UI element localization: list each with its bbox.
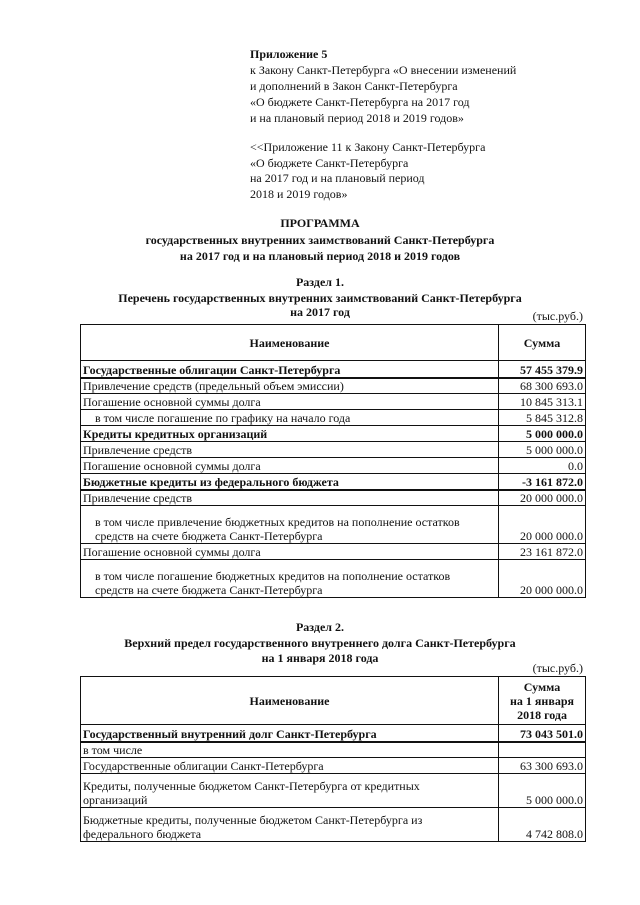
row-name: [81, 560, 499, 598]
row-value: -3 161 872.0: [499, 474, 586, 490]
row-value: 5 000 000.0: [499, 774, 586, 808]
table-row: [81, 758, 586, 774]
annex11-line: 2018 и 2019 годов»: [250, 186, 348, 201]
row-name: Погашение основной суммы долга: [81, 394, 499, 410]
table-row: [81, 808, 586, 842]
table-row: [81, 361, 586, 378]
row-value: 23 161 872.0: [499, 544, 586, 560]
row-name: Привлечение средств: [81, 490, 499, 506]
row-value: 73 043 501.0: [499, 725, 586, 742]
section1-title-1: Перечень государственных внутренних заимствований Санкт-Петербурга: [118, 291, 522, 305]
section1-title-2: на 2017 год: [290, 305, 350, 319]
table-row: [81, 506, 586, 544]
annex-title: Приложение 5: [250, 47, 328, 61]
annex-line: к Закону Санкт-Петербурга «О внесении изменений: [250, 63, 517, 77]
row-value: [499, 742, 586, 758]
table-row: [81, 426, 586, 442]
column-header-sum: [499, 677, 586, 725]
table-row: [81, 490, 586, 506]
row-value: 0.0: [499, 458, 586, 474]
column-header-sum-line: на 1 января: [510, 693, 574, 708]
row-value: 5 845 312.8: [499, 410, 586, 426]
row-name: в том числе погашение по графику на начало года: [81, 410, 499, 426]
section1-table: [80, 324, 586, 598]
annex-line: и дополнений в Закон Санкт-Петербурга: [250, 79, 458, 93]
row-name-line: организаций: [83, 793, 148, 807]
column-header-sum-line: 2018 года: [517, 707, 567, 722]
row-name: Государственный внутренний долг Санкт-Петербурга: [81, 725, 499, 742]
row-name: Государственные облигации Санкт-Петербурга: [81, 361, 499, 378]
column-header-sum: Сумма: [499, 325, 586, 361]
row-value: 68 300 693.0: [499, 378, 586, 394]
row-value: 5 000 000.0: [499, 442, 586, 458]
column-header-sum-line: Сумма: [523, 679, 561, 694]
section1-heading: Раздел 1.: [295, 275, 345, 289]
row-name-line: Бюджетные кредиты, полученные бюджетом Санкт-Петербурга из: [83, 813, 423, 827]
row-name: [81, 808, 499, 842]
section2-table: [80, 676, 586, 842]
annex11-line: «О бюджете Санкт-Петербурга: [250, 155, 409, 170]
column-header-name: Наименование: [81, 677, 499, 725]
row-value: 20 000 000.0: [499, 490, 586, 506]
section2-heading: Раздел 2.: [295, 620, 345, 634]
table-row: [81, 410, 586, 426]
table-row: [81, 544, 586, 560]
table-row: [81, 458, 586, 474]
table-row: [81, 378, 586, 394]
row-value: 20 000 000.0: [499, 506, 586, 544]
annex11-line: <<Приложение 11 к Закону Санкт-Петербурга: [250, 140, 486, 154]
row-name: Бюджетные кредиты из федерального бюджета: [81, 474, 499, 490]
table-row: [81, 742, 586, 758]
row-name: [81, 774, 499, 808]
annex-line: «О бюджете Санкт-Петербурга на 2017 год: [250, 95, 470, 109]
table-header-row: [81, 677, 586, 725]
row-value: 57 455 379.9: [499, 361, 586, 378]
annex-line: и на плановый период 2018 и 2019 годов»: [250, 111, 464, 125]
table-row: [81, 774, 586, 808]
program-title: ПРОГРАММА: [280, 216, 360, 230]
section2-unit: (тыс.руб.): [532, 661, 583, 675]
row-name-line: в том числе привлечение бюджетных кредитов на пополнение остатков: [95, 515, 460, 529]
table-row: [81, 394, 586, 410]
program-subtitle-2: на 2017 год и на плановый период 2018 и 2019 годов: [179, 249, 461, 263]
table-header-row: [81, 325, 586, 361]
row-name: [81, 506, 499, 544]
row-name: Кредиты кредитных организаций: [81, 426, 499, 442]
table-row: [81, 442, 586, 458]
table-row: [81, 560, 586, 598]
column-header-name: Наименование: [81, 325, 499, 361]
row-name: Привлечение средств: [81, 442, 499, 458]
row-name-line: средств на счете бюджета Санкт-Петербурга: [95, 583, 323, 597]
row-name: Погашение основной суммы долга: [81, 544, 499, 560]
row-value: 20 000 000.0: [499, 560, 586, 598]
row-name-line: федерального бюджета: [83, 827, 202, 841]
table-row: [81, 474, 586, 490]
row-name: Государственные облигации Санкт-Петербурга: [81, 758, 499, 774]
annex11-header: [250, 140, 485, 202]
table-row: [81, 725, 586, 742]
section1-unit: (тыс.руб.): [532, 309, 583, 323]
program-subtitle-1: государственных внутренних заимствований Санкт-Петербурга: [145, 233, 495, 247]
annex-header: [250, 46, 516, 126]
annex11-line: на 2017 год и на плановый период: [250, 171, 425, 185]
row-name: Погашение основной суммы долга: [81, 458, 499, 474]
section2-title-1: Верхний предел государственного внутреннего долга Санкт-Петербурга: [124, 636, 516, 650]
row-name: Привлечение средств (предельный объем эмиссии): [81, 378, 499, 394]
row-value: 5 000 000.0: [499, 426, 586, 442]
row-value: 4 742 808.0: [499, 808, 586, 842]
row-value: 10 845 313.1: [499, 394, 586, 410]
row-name-line: средств на счете бюджета Санкт-Петербурга: [95, 529, 323, 543]
section2-title-2: на 1 января 2018 года: [261, 651, 379, 665]
row-name-line: Кредиты, полученные бюджетом Санкт-Петербурга от кредитных: [83, 779, 420, 793]
row-name: в том числе: [81, 742, 499, 758]
row-value: 63 300 693.0: [499, 758, 586, 774]
row-name-line: в том числе погашение бюджетных кредитов на пополнение остатков: [95, 569, 451, 583]
